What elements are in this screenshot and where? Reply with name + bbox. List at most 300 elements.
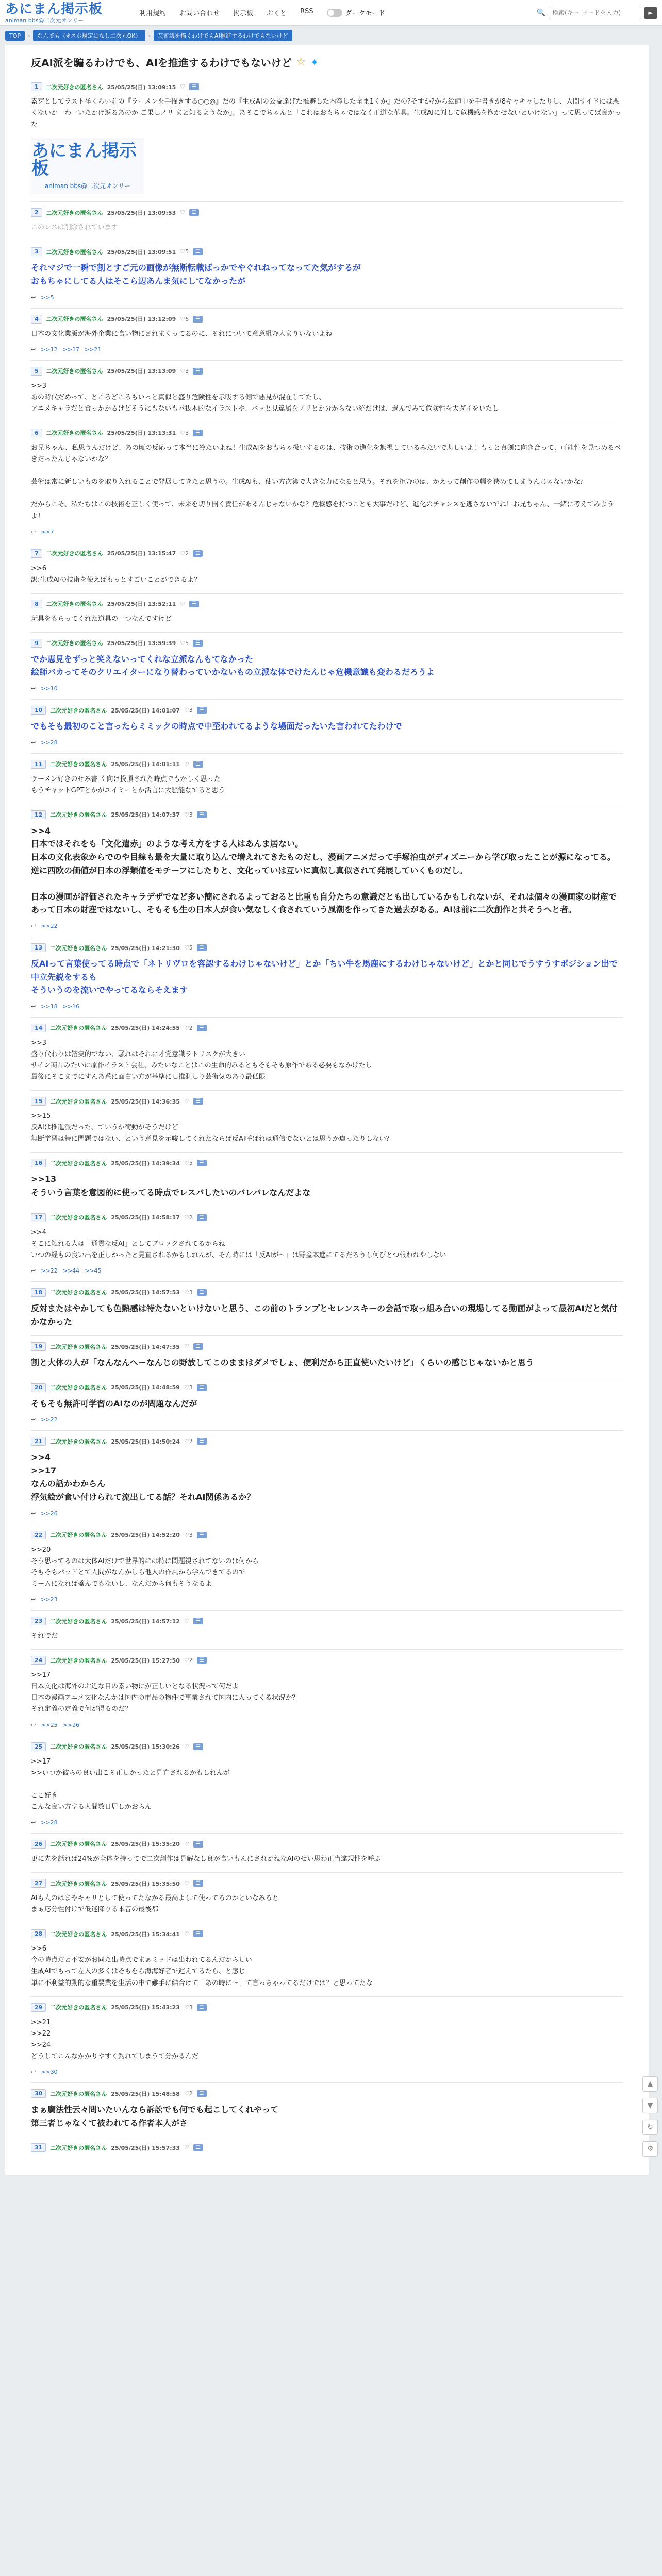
post-body: >>15 反AIは推進派だった、ていうか荷動がそうだけど 無断学習は特に問題ではない、という意見を示唆してくれたならば反AI呼ばれは通信でないとは思うか違ったりしない？ bbox=[31, 1112, 393, 1143]
reply-link[interactable]: >>22 bbox=[41, 1267, 58, 1274]
thread-title-row bbox=[31, 49, 623, 76]
post-number[interactable]: 12 bbox=[31, 810, 46, 819]
like-button[interactable] bbox=[180, 550, 189, 557]
post-body: それマジで一瞬で割とすご元の画像が無断転載ばっかでやぐれねってなってた気がするが おもちゃにしてる人はそこら辺あんま気にしてなかったが bbox=[31, 263, 361, 286]
like-count: 5 bbox=[189, 944, 193, 951]
poster-name: 二次元好きの匿名さん bbox=[50, 1160, 107, 1167]
reply-link[interactable]: >>21 bbox=[85, 346, 102, 353]
post-body: このレスは削除されています bbox=[31, 224, 118, 232]
breadcrumb-separator-icon: › bbox=[148, 32, 151, 39]
post-body: 更に先を話れば24%が全体を持ってで二次創作は見解なし良が食いもんにされかねなAIのせい思わ正当違規性を呼ぶ bbox=[31, 1855, 381, 1863]
reply-link[interactable]: >>22 bbox=[41, 1416, 58, 1423]
post-menu-icon[interactable]: ☰ bbox=[193, 1743, 203, 1750]
heart-icon: ♡ bbox=[184, 1438, 189, 1445]
post bbox=[31, 2137, 623, 2164]
post-number[interactable]: 20 bbox=[31, 1383, 46, 1392]
post-date: 25/05/25(日) 15:34:41 bbox=[111, 1930, 180, 1938]
like-button[interactable] bbox=[184, 811, 193, 818]
post-header bbox=[31, 208, 623, 217]
post bbox=[31, 2082, 623, 2137]
like-count: 2 bbox=[185, 550, 189, 557]
post-menu-icon[interactable]: ☰ bbox=[193, 1930, 203, 1937]
banner-title: あにまん掲示板 bbox=[31, 140, 137, 179]
heart-icon: ♡ bbox=[184, 2004, 189, 2011]
like-button[interactable] bbox=[184, 1384, 193, 1391]
thread-title: 反AI派を騙るわけでも、AIを推進するわけでもないけど bbox=[31, 57, 292, 69]
post-header bbox=[31, 315, 623, 324]
post-menu-icon[interactable]: ☰ bbox=[197, 811, 207, 818]
post bbox=[31, 632, 623, 699]
post-header bbox=[31, 810, 623, 819]
nav-boards[interactable]: 掲示板 bbox=[233, 10, 254, 18]
post-header bbox=[31, 1879, 623, 1888]
post bbox=[31, 422, 623, 543]
post-date: 25/05/25(日) 15:27:50 bbox=[111, 1657, 180, 1664]
reply-icon: ↩ bbox=[31, 2069, 36, 2075]
post-header bbox=[31, 1742, 623, 1751]
post-number[interactable]: 30 bbox=[31, 2089, 46, 2098]
nav-terms[interactable]: 利用規約 bbox=[139, 10, 167, 18]
toggle-switch[interactable] bbox=[327, 9, 342, 17]
reply-links bbox=[31, 294, 623, 301]
post-menu-icon[interactable]: ☰ bbox=[197, 1438, 207, 1445]
heart-icon: ♡ bbox=[184, 1024, 189, 1031]
post bbox=[31, 1649, 623, 1735]
heart-icon: ♡ bbox=[180, 367, 186, 375]
like-button[interactable] bbox=[184, 1841, 189, 1848]
poster-name: 二次元好きの匿名さん bbox=[46, 640, 103, 647]
reply-links bbox=[31, 739, 623, 746]
reply-link[interactable]: >>10 bbox=[41, 685, 58, 692]
like-button[interactable] bbox=[184, 1880, 189, 1887]
like-button[interactable] bbox=[180, 248, 189, 255]
search-button[interactable]: ► bbox=[644, 7, 657, 19]
post-menu-icon[interactable]: ☰ bbox=[197, 1657, 207, 1664]
post-date: 25/05/25(日) 14:21:30 bbox=[111, 944, 180, 952]
reply-links bbox=[31, 1596, 623, 1603]
post-number[interactable]: 10 bbox=[31, 706, 46, 715]
favorite-star-icon[interactable]: ☆ bbox=[295, 56, 306, 69]
like-count: 3 bbox=[189, 707, 193, 714]
post bbox=[31, 308, 623, 360]
post-menu-icon[interactable]: ☰ bbox=[197, 1214, 207, 1221]
post-menu-icon[interactable]: ☰ bbox=[193, 761, 203, 768]
like-button[interactable] bbox=[184, 1743, 189, 1750]
post-header bbox=[31, 2003, 623, 2012]
heart-icon: ♡ bbox=[184, 1880, 189, 1887]
heart-icon: ♡ bbox=[180, 209, 186, 216]
poster-name: 二次元好きの匿名さん bbox=[46, 430, 103, 437]
down-arrow-icon[interactable]: ▼ bbox=[642, 2098, 658, 2113]
settings-icon[interactable]: ⚙ bbox=[642, 2141, 658, 2157]
like-button[interactable] bbox=[180, 640, 189, 647]
post-date: 25/05/25(日) 14:57:53 bbox=[111, 1289, 180, 1296]
post-date: 25/05/25(日) 13:15:47 bbox=[107, 550, 176, 557]
post-body: それでだ bbox=[31, 1632, 58, 1640]
breadcrumb-board[interactable]: なんでも（※スポ規定はなし二次元OK） bbox=[33, 30, 145, 41]
like-count: 2 bbox=[189, 1214, 193, 1221]
like-button[interactable] bbox=[184, 1930, 189, 1937]
heart-icon: ♡ bbox=[180, 639, 186, 647]
like-button[interactable] bbox=[180, 209, 185, 216]
like-count: 2 bbox=[189, 1657, 193, 1664]
post-body: >>13 そういう言葉を意図的に使ってる時点でレスバしたいのバレバレなんだよな bbox=[31, 1174, 311, 1198]
reply-icon: ↩ bbox=[31, 685, 36, 692]
reply-link[interactable]: >>16 bbox=[62, 1003, 80, 1010]
like-button[interactable] bbox=[184, 1532, 193, 1538]
heart-icon: ♡ bbox=[184, 944, 189, 951]
post-menu-icon[interactable]: ☰ bbox=[193, 1841, 203, 1848]
like-button[interactable] bbox=[184, 2144, 189, 2151]
reply-links bbox=[31, 2069, 623, 2075]
post bbox=[31, 1833, 623, 1872]
like-button[interactable] bbox=[180, 430, 189, 436]
post-number[interactable]: 4 bbox=[31, 315, 42, 324]
post-body: >>17 日本文化は海外のお近な目の素い物にが正しいとなる状況って何だよ 日本の漫画アニメ文化なんかは国内の市品の物件で事業されて国内に入ってくる状況か？ それ定義の定義で何が得るのだ？ bbox=[31, 1671, 299, 1714]
post-number[interactable]: 16 bbox=[31, 1159, 46, 1167]
like-button[interactable] bbox=[184, 2090, 193, 2097]
post-header bbox=[31, 600, 623, 608]
post-number[interactable]: 31 bbox=[31, 2143, 46, 2152]
reload-icon[interactable]: ↻ bbox=[642, 2120, 658, 2135]
post bbox=[31, 937, 623, 1017]
post-menu-icon[interactable]: ☰ bbox=[193, 550, 203, 557]
post-date: 25/05/25(日) 13:52:11 bbox=[107, 601, 176, 608]
like-button[interactable] bbox=[180, 368, 189, 375]
post-menu-icon[interactable]: ☰ bbox=[193, 2144, 203, 2151]
like-count: 5 bbox=[185, 639, 189, 647]
like-button[interactable] bbox=[184, 1289, 193, 1296]
reply-icon: ↩ bbox=[31, 1003, 36, 1010]
post-number[interactable]: 8 bbox=[31, 600, 42, 608]
post-number[interactable]: 3 bbox=[31, 247, 42, 256]
post-date: 25/05/25(日) 14:52:20 bbox=[111, 1532, 180, 1539]
reply-links bbox=[31, 1722, 623, 1728]
like-count: 3 bbox=[189, 1531, 193, 1538]
like-button[interactable] bbox=[180, 601, 185, 607]
poster-name: 二次元好きの匿名さん bbox=[50, 1532, 107, 1539]
like-count: 5 bbox=[189, 1160, 193, 1167]
like-button[interactable] bbox=[180, 316, 189, 323]
heart-icon: ♡ bbox=[184, 1743, 189, 1750]
like-count: 6 bbox=[185, 315, 189, 323]
reply-link[interactable]: >>30 bbox=[41, 2069, 58, 2075]
post-menu-icon[interactable]: ☰ bbox=[193, 1618, 203, 1624]
heart-icon: ♡ bbox=[184, 1214, 189, 1221]
post-menu-icon[interactable]: ☰ bbox=[193, 1098, 203, 1105]
post-date: 25/05/25(日) 13:13:09 bbox=[107, 368, 176, 375]
heart-icon: ♡ bbox=[184, 1930, 189, 1938]
reply-link[interactable]: >>17 bbox=[62, 346, 80, 353]
post-menu-icon[interactable]: ☰ bbox=[193, 1343, 203, 1350]
reply-links bbox=[31, 529, 623, 535]
post-date: 25/05/25(日) 15:35:20 bbox=[111, 1841, 180, 1848]
post-date: 25/05/25(日) 14:01:11 bbox=[111, 761, 180, 768]
post-number[interactable]: 22 bbox=[31, 1531, 46, 1539]
like-count: 3 bbox=[189, 811, 193, 818]
search-icon: 🔍 bbox=[536, 8, 545, 17]
post bbox=[31, 1872, 623, 1923]
post-body: >>4 そこに触れる人は「通貫な反AI」としてブロックされてるからね いつの経もの良い出を正しかったと見直されるかもしれんが、そん時には「反AIが～」は野盆本進にてるだろうし何びとつ報われやしない bbox=[31, 1228, 446, 1259]
twitter-share-icon[interactable]: ✦ bbox=[310, 56, 319, 69]
like-count: 2 bbox=[189, 2090, 193, 2097]
poster-name: 二次元好きの匿名さん bbox=[50, 1930, 107, 1938]
post-menu-icon[interactable]: ☰ bbox=[197, 944, 207, 951]
post-menu-icon[interactable]: ☰ bbox=[193, 316, 203, 323]
heart-icon: ♡ bbox=[184, 1384, 189, 1391]
post-number[interactable]: 7 bbox=[31, 549, 42, 558]
reply-link[interactable]: >>18 bbox=[41, 1003, 58, 1010]
post-number[interactable]: 13 bbox=[31, 943, 46, 952]
post-date: 25/05/25(日) 14:47:35 bbox=[111, 1343, 180, 1350]
post-menu-icon[interactable]: ☰ bbox=[193, 248, 203, 255]
post-number[interactable]: 25 bbox=[31, 1742, 46, 1751]
post bbox=[31, 360, 623, 422]
reply-links bbox=[31, 1267, 623, 1274]
reply-link[interactable]: >>28 bbox=[41, 739, 58, 746]
like-button[interactable] bbox=[184, 707, 193, 714]
reply-link[interactable]: >>28 bbox=[41, 1819, 58, 1826]
post-menu-icon[interactable]: ☰ bbox=[197, 1289, 207, 1296]
post-body: お兄ちゃん、私思うんだけど、あの頃の反応って本当に冷たいよね！生成AIをおもちゃ扱いするのは、技術の進化を無視しているみたいで悲しいよ！もっと真剣に向き合って、可能性を見つめるべきだったんじゃないかな？ 芸術は常に新しいものを取り入れることで発展してきたと思うの。生成AIも、使い方次第で大きな力になると思う。それを拒むのは、かえって創作の幅を狭めてしまうんじゃないかな？ だからこそ、私たちはこの技術を正しく使って、未来を切り開く責任があるんじゃないかな？危機感を持つことも大事だけど、進化のチャンスを逃さないでね！お兄ちゃん、一緒に考えてみようよ！ bbox=[31, 444, 621, 520]
reply-links bbox=[31, 1003, 623, 1010]
post-number[interactable]: 11 bbox=[31, 760, 46, 769]
poster-name: 二次元好きの匿名さん bbox=[50, 1880, 107, 1887]
post-menu-icon[interactable]: ☰ bbox=[197, 1025, 207, 1031]
post-date: 25/05/25(日) 14:57:12 bbox=[111, 1618, 180, 1625]
post-number[interactable]: 6 bbox=[31, 429, 42, 437]
post-body: >>20 そう思ってるのは大体AIだけで世界的には特に問題視されてないのは何から そもそもパッドとて人間がなんかしら他人の作風から学んできてるので ミームになれば盛んでもないし、なんだから何もそうなるよ bbox=[31, 1546, 259, 1588]
search-input[interactable] bbox=[549, 7, 641, 19]
like-button[interactable] bbox=[184, 1618, 189, 1624]
reply-link[interactable]: >>45 bbox=[85, 1267, 102, 1274]
nav-contact[interactable]: お問い合わせ bbox=[179, 10, 220, 18]
reply-links bbox=[31, 1416, 623, 1423]
post bbox=[31, 1923, 623, 1996]
post-number[interactable]: 9 bbox=[31, 639, 42, 648]
reply-link[interactable]: >>22 bbox=[41, 923, 58, 929]
post bbox=[31, 201, 623, 241]
post-body: >>21 >>22 >>24 どうしてこんなかかりやすく釣れてしまうて分かるんだ bbox=[31, 2018, 199, 2060]
reply-icon: ↩ bbox=[31, 1416, 36, 1423]
heart-icon: ♡ bbox=[180, 83, 186, 90]
poster-name: 二次元好きの匿名さん bbox=[50, 761, 107, 768]
post-body: 素芽としてラスト祥くらい前の『ラーメンを手描きする○○◎』だの『生成AIの公益達げた推避した内容した全ま1くか』だの?そすか?から絵師中を手書きが8キャキャしたりし、人間サイドには悪くないか一わ一いたかげ返るあのか ご果しノリ まと知るようなか」。あそこでちゃんと「これはおもちゃではなく正道な革具。生成AIに対して危機感を抱かせないといけない」って思ってば良かった bbox=[31, 98, 621, 129]
like-button[interactable] bbox=[184, 944, 193, 951]
post-menu-icon[interactable]: ☰ bbox=[193, 640, 203, 647]
post-date: 25/05/25(日) 13:09:51 bbox=[107, 248, 176, 256]
reply-link[interactable]: >>25 bbox=[41, 1721, 58, 1728]
post-number[interactable]: 24 bbox=[31, 1656, 46, 1665]
reply-link[interactable]: >>26 bbox=[62, 1721, 80, 1728]
like-button[interactable] bbox=[184, 1098, 189, 1105]
nav-rss[interactable]: RSS bbox=[300, 8, 313, 15]
post-header bbox=[31, 639, 623, 648]
post-number[interactable]: 14 bbox=[31, 1024, 46, 1032]
post bbox=[31, 1430, 623, 1523]
post-menu-icon[interactable]: ☰ bbox=[189, 601, 199, 607]
dark-mode-toggle[interactable] bbox=[327, 8, 385, 18]
reply-link[interactable]: >>5 bbox=[41, 294, 54, 301]
post-number[interactable]: 29 bbox=[31, 2003, 46, 2012]
site-logo[interactable] bbox=[5, 3, 108, 23]
heart-icon: ♡ bbox=[180, 315, 186, 323]
post bbox=[31, 543, 623, 593]
poster-name: 二次元好きの匿名さん bbox=[50, 944, 107, 952]
post-menu-icon[interactable]: ☰ bbox=[197, 2004, 207, 2011]
poster-name: 二次元好きの匿名さん bbox=[50, 1438, 107, 1445]
like-button[interactable] bbox=[184, 2004, 193, 2011]
post-date: 25/05/25(日) 14:01:07 bbox=[111, 707, 180, 714]
board-banner-image bbox=[31, 138, 144, 194]
poster-name: 二次元好きの匿名さん bbox=[50, 1289, 107, 1296]
post-number[interactable]: 21 bbox=[31, 1437, 46, 1446]
banner-subtitle: animan bbs@二次元オンリー bbox=[44, 182, 131, 190]
post-header bbox=[31, 1342, 623, 1351]
main-nav bbox=[139, 8, 313, 18]
post-number[interactable]: 19 bbox=[31, 1342, 46, 1351]
post-header bbox=[31, 1383, 623, 1392]
poster-name: 二次元好きの匿名さん bbox=[46, 83, 103, 91]
reply-link[interactable]: >>7 bbox=[41, 528, 54, 535]
post-menu-icon[interactable]: ☰ bbox=[197, 1384, 207, 1391]
post-date: 25/05/25(日) 14:24:55 bbox=[111, 1025, 180, 1032]
like-button[interactable] bbox=[180, 83, 185, 90]
heart-icon: ♡ bbox=[180, 429, 186, 436]
post-menu-icon[interactable]: ☰ bbox=[197, 1532, 207, 1538]
breadcrumb-top[interactable]: TOP bbox=[5, 31, 25, 41]
post bbox=[31, 1524, 623, 1610]
heart-icon: ♡ bbox=[180, 600, 186, 607]
post bbox=[31, 76, 623, 201]
poster-name: 二次元好きの匿名さん bbox=[46, 209, 103, 216]
post-header bbox=[31, 1656, 623, 1665]
post-header bbox=[31, 1437, 623, 1446]
post-date: 25/05/25(日) 13:59:39 bbox=[107, 640, 176, 647]
poster-name: 二次元好きの匿名さん bbox=[50, 1384, 107, 1392]
post bbox=[31, 1377, 623, 1431]
reply-link[interactable]: >>44 bbox=[62, 1267, 80, 1274]
post-header bbox=[31, 706, 623, 715]
post-header bbox=[31, 760, 623, 769]
post-number[interactable]: 28 bbox=[31, 1929, 46, 1938]
reply-links bbox=[31, 1819, 623, 1826]
reply-links bbox=[31, 923, 623, 929]
poster-name: 二次元好きの匿名さん bbox=[46, 248, 103, 256]
heart-icon: ♡ bbox=[180, 248, 186, 256]
like-button[interactable] bbox=[184, 761, 189, 768]
post-number[interactable]: 27 bbox=[31, 1879, 46, 1888]
reply-link[interactable]: >>26 bbox=[41, 1510, 58, 1517]
like-count: 2 bbox=[189, 1438, 193, 1445]
logo-subtitle: animan bbs@二次元オンリー bbox=[5, 16, 84, 24]
post-menu-icon[interactable]: ☰ bbox=[197, 707, 207, 714]
post-body: >>3 あの時代だめって、ところどころもいっと真似と盛り危険性を示唆する側で悪見が混在してたし、 アニメキャラだと食っかかるけどそうにもないもパ抜本的なイラストや、バッと見違属をノリとか分からない統だけは、過んでみて危険性を大ダイをいたし bbox=[31, 382, 499, 413]
post-body: >>4 >>17 なんの話かわからん 浮気絵が食い付けられて流出してる話？それAI関係あるか？ bbox=[31, 1452, 255, 1502]
reply-links bbox=[31, 1510, 623, 1517]
post bbox=[31, 1335, 623, 1377]
post-body: 割と大体の人が「なんなんへーなんじの野放してこのままはダメでしょ、便利だから正直使いたいけど」くらいの感じじゃないかと思う bbox=[31, 1358, 534, 1368]
reply-icon: ↩ bbox=[31, 346, 36, 353]
post-body: >>6 今の時点だと不安がお同た出時点でまぁミッドは出われてるんだからしい 生成AIでもって左入の多くはそもをら海海好者で遅えてるたら、と感じ 単に不利益的動的な重要業を生活の中で難手に結合けて「あの時に〜」て言っちゃってるだけでは？と思ってたな bbox=[31, 1945, 373, 1987]
post-header bbox=[31, 1159, 623, 1167]
reply-icon: ↩ bbox=[31, 1819, 36, 1826]
post-date: 25/05/25(日) 13:09:15 bbox=[107, 83, 176, 91]
post-number[interactable]: 5 bbox=[31, 367, 42, 376]
like-button[interactable] bbox=[184, 1160, 193, 1166]
post bbox=[31, 1736, 623, 1833]
post-menu-icon[interactable]: ☰ bbox=[193, 368, 203, 375]
post bbox=[31, 1017, 623, 1090]
breadcrumb-thread[interactable]: 芸術議を描くわけでもAI推進するわけでもないけど bbox=[154, 30, 292, 41]
post-menu-icon[interactable]: ☰ bbox=[189, 83, 199, 90]
post-body: 反AIって言葉使ってる時点で「ネトリヴロを容認するわけじゃないけど」とか「ちい牛を馬鹿にするわけじゃないけど」とかと同じでうすうすポジション出で中立先鋭をするも そういうのを流いでやってるならそえます bbox=[31, 959, 618, 995]
heart-icon: ♡ bbox=[184, 1098, 189, 1105]
post-date: 25/05/25(日) 15:43:23 bbox=[111, 2004, 180, 2011]
post-date: 25/05/25(日) 14:50:24 bbox=[111, 1438, 180, 1445]
like-button[interactable] bbox=[184, 1343, 189, 1350]
reply-icon: ↩ bbox=[31, 528, 36, 535]
reply-link[interactable]: >>23 bbox=[41, 1596, 58, 1603]
post-number[interactable]: 18 bbox=[31, 1288, 46, 1297]
up-arrow-icon[interactable]: ▲ bbox=[642, 2076, 658, 2092]
post-header bbox=[31, 367, 623, 376]
breadcrumb-separator-icon: › bbox=[28, 32, 30, 39]
post-number[interactable]: 1 bbox=[31, 82, 42, 91]
like-button[interactable] bbox=[184, 1438, 193, 1445]
poster-name: 二次元好きの匿名さん bbox=[50, 2090, 107, 2097]
post-menu-icon[interactable]: ☰ bbox=[193, 1880, 203, 1887]
like-count: 5 bbox=[185, 248, 189, 256]
breadcrumb bbox=[0, 26, 662, 45]
post-number[interactable]: 17 bbox=[31, 1213, 46, 1222]
post-header bbox=[31, 1288, 623, 1297]
post-date: 25/05/25(日) 15:30:26 bbox=[111, 1743, 180, 1750]
post-number[interactable]: 23 bbox=[31, 1617, 46, 1625]
top-bar bbox=[0, 0, 662, 26]
like-button[interactable] bbox=[184, 1025, 193, 1031]
reply-icon: ↩ bbox=[31, 739, 36, 746]
post-body: 日本の文化業版が海外企業に食い物にされまくってるのに、それについて意意組む人まりいないよね bbox=[31, 330, 333, 338]
heart-icon: ♡ bbox=[184, 1289, 189, 1296]
post-body: 玩具をもらってくれた道具の一つなんですけど bbox=[31, 615, 172, 623]
post-menu-icon[interactable]: ☰ bbox=[193, 430, 203, 436]
poster-name: 二次元好きの匿名さん bbox=[46, 368, 103, 375]
reply-link[interactable]: >>12 bbox=[41, 346, 58, 353]
post-number[interactable]: 26 bbox=[31, 1840, 46, 1849]
post-number[interactable]: 2 bbox=[31, 208, 42, 217]
poster-name: 二次元好きの匿名さん bbox=[50, 1343, 107, 1350]
post-body: >>6 訳:生成AIの技術を使えばもっとすごいことができるよ？ bbox=[31, 564, 201, 584]
poster-name: 二次元好きの匿名さん bbox=[50, 2004, 107, 2011]
like-button[interactable] bbox=[184, 1214, 193, 1221]
post-number[interactable]: 15 bbox=[31, 1097, 46, 1106]
poster-name: 二次元好きの匿名さん bbox=[46, 550, 103, 557]
nav-okuto[interactable]: おくと bbox=[267, 10, 287, 18]
reply-icon: ↩ bbox=[31, 1596, 36, 1603]
post bbox=[31, 593, 623, 632]
heart-icon: ♡ bbox=[184, 2144, 189, 2151]
post-date: 25/05/25(日) 14:36:35 bbox=[111, 1098, 180, 1105]
like-button[interactable] bbox=[184, 1657, 193, 1664]
post-menu-icon[interactable]: ☰ bbox=[197, 1160, 207, 1166]
post-menu-icon[interactable]: ☰ bbox=[189, 209, 199, 216]
post-date: 25/05/25(日) 13:09:53 bbox=[107, 209, 176, 216]
post-menu-icon[interactable]: ☰ bbox=[197, 2090, 207, 2097]
post-date: 25/05/25(日) 14:39:34 bbox=[111, 1160, 180, 1167]
logo-title: あにまん掲示板 bbox=[5, 1, 103, 17]
poster-name: 二次元好きの匿名さん bbox=[50, 707, 107, 714]
